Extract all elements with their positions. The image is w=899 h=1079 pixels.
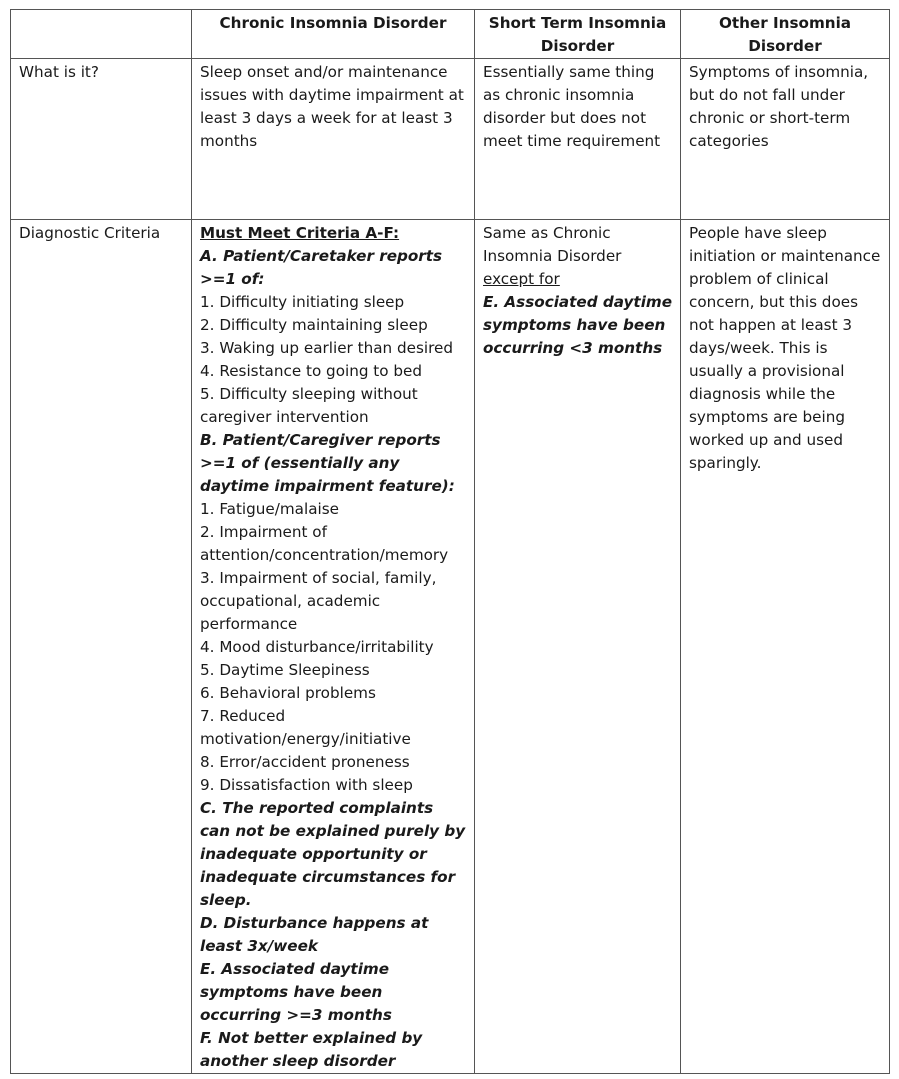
list-item: 1. Fatigue/malaise: [200, 500, 339, 518]
criterion-c: C. The reported complaints can not be explained purely by inadequate opportunity or inadequate circumstances for sleep.: [200, 799, 466, 909]
criterion-f: F. Not better explained by another sleep disorder: [200, 1029, 423, 1070]
short-term-criterion: E. Associated daytime symptoms have been occurring <3 months: [483, 293, 673, 357]
short-term-except: except for: [483, 270, 560, 288]
list-item: 9. Dissatisfaction with sleep: [200, 776, 413, 794]
header-chronic: Chronic Insomnia Disorder: [192, 10, 475, 59]
header-row: [11, 10, 890, 59]
list-item: 3. Impairment of social, family, occupational, academic performance: [200, 569, 437, 633]
what-label: What is it?: [11, 59, 192, 220]
list-item: 7. Reduced motivation/energy/initiative: [200, 707, 411, 748]
criterion-b: B. Patient/Caregiver reports >=1 of (essentially any daytime impairment feature):: [200, 431, 455, 495]
what-is-it-row: [11, 59, 890, 220]
short-term-intro: Same as Chronic Insomnia Disorder: [483, 224, 622, 265]
list-item: 5. Daytime Sleepiness: [200, 661, 370, 679]
list-item: 1. Difficulty initiating sleep: [200, 293, 405, 311]
header-empty-cell: [11, 10, 192, 59]
criterion-a: A. Patient/Caretaker reports >=1 of:: [200, 247, 443, 288]
diagnostic-criteria-row: [11, 220, 890, 1074]
list-item: 5. Difficulty sleeping without caregiver intervention: [200, 385, 418, 426]
header-short-term: Short Term Insomnia Disorder: [475, 10, 681, 59]
criterion-d: D. Disturbance happens at least 3x/week: [200, 914, 429, 955]
criterion-e: E. Associated daytime symptoms have been occurring >=3 months: [200, 960, 392, 1024]
what-short-term: Essentially same thing as chronic insomnia disorder but does not meet time requirement: [475, 59, 681, 220]
list-item: 2. Impairment of attention/concentration/memory: [200, 523, 449, 564]
chronic-criteria-heading: Must Meet Criteria A-F:: [200, 224, 400, 242]
diag-short-term: [475, 220, 681, 1074]
list-item: 3. Waking up earlier than desired: [200, 339, 453, 357]
what-chronic: Sleep onset and/or maintenance issues with daytime impairment at least 3 days a week for at least 3 months: [192, 59, 475, 220]
list-item: 4. Resistance to going to bed: [200, 362, 423, 380]
header-other: Other Insomnia Disorder: [681, 10, 890, 59]
list-item: 8. Error/accident proneness: [200, 753, 410, 771]
diag-label: Diagnostic Criteria: [11, 220, 192, 1074]
diag-chronic: [192, 220, 475, 1074]
criterion-a-list: [200, 291, 467, 429]
insomnia-comparison-table: [10, 9, 890, 1074]
what-other: Symptoms of insomnia, but do not fall under chronic or short-term categories: [681, 59, 890, 220]
list-item: 6. Behavioral problems: [200, 684, 376, 702]
list-item: 2. Difficulty maintaining sleep: [200, 316, 428, 334]
list-item: 4. Mood disturbance/irritability: [200, 638, 434, 656]
diag-other: People have sleep initiation or maintenance problem of clinical concern, but this does not happen at least 3 days/week. This is usually a provisional diagnosis while the symptoms are being worked up and used sparingly.: [681, 220, 890, 1074]
criterion-b-list: [200, 498, 467, 797]
